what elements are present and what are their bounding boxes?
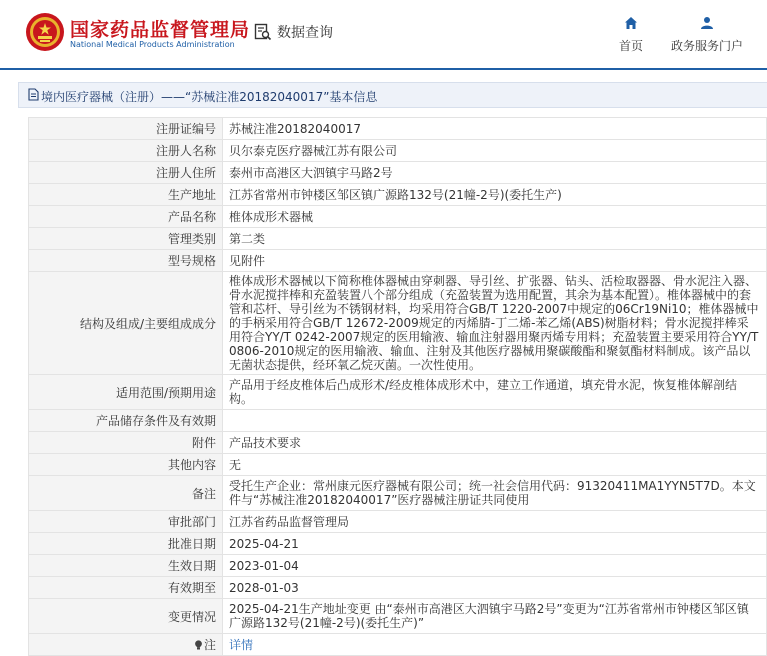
document-icon xyxy=(28,88,39,101)
row-value: 2025-04-21 xyxy=(223,533,767,555)
lightbulb-icon xyxy=(194,640,203,650)
row-label: 变更情况 xyxy=(29,599,223,634)
row-value xyxy=(223,410,767,432)
row-value: 2025-04-21生产地址变更 由“泰州市高港区大泗镇宇马路2号”变更为“江苏省常州市钟楼区邹区镇广源路132号(21幢-2号)(委托生产)” xyxy=(223,599,767,634)
user-icon xyxy=(700,16,714,30)
table-row xyxy=(29,250,767,272)
table-row xyxy=(29,555,767,577)
nav-gov-label: 政务服务门户 xyxy=(670,39,743,53)
row-label: 批准日期 xyxy=(29,533,223,555)
data-search-label: 数据查询 xyxy=(277,25,333,41)
row-label: 产品名称 xyxy=(29,206,223,228)
row-label: 管理类别 xyxy=(29,228,223,250)
table-row xyxy=(29,533,767,555)
table-row xyxy=(29,577,767,599)
row-label: 结构及组成/主要组成成分 xyxy=(29,272,223,375)
row-value: 贝尔泰克医疗器械江苏有限公司 xyxy=(223,140,767,162)
table-row xyxy=(29,599,767,634)
row-value: 无 xyxy=(223,454,767,476)
nav-home[interactable] xyxy=(591,16,671,54)
row-label: 备注 xyxy=(29,476,223,511)
table-row xyxy=(29,206,767,228)
nav-home-label: 首页 xyxy=(618,39,643,53)
site-title[interactable]: 国家药品监督管理局 xyxy=(70,19,251,41)
table-row xyxy=(29,410,767,432)
row-label: 产品储存条件及有效期 xyxy=(29,410,223,432)
row-label: 附件 xyxy=(29,432,223,454)
table-row xyxy=(29,476,767,511)
row-value: 椎体成形术器械 xyxy=(223,206,767,228)
table-row xyxy=(29,375,767,410)
table-row xyxy=(29,272,767,375)
row-value: 产品用于经皮椎体后凸成形术/经皮椎体成形术中，建立工作通道，填充骨水泥，恢复椎体解剖结构。 xyxy=(223,375,767,410)
home-icon xyxy=(624,16,638,30)
row-label: 有效期至 xyxy=(29,577,223,599)
row-value: 第二类 xyxy=(223,228,767,250)
row-label: 适用范围/预期用途 xyxy=(29,375,223,410)
row-label-note xyxy=(29,634,223,656)
table-row xyxy=(29,634,767,656)
table-row xyxy=(29,184,767,206)
row-label: 其他内容 xyxy=(29,454,223,476)
details-link[interactable]: 详情 xyxy=(229,637,254,652)
table-row xyxy=(29,432,767,454)
breadcrumb: 境内医疗器械（注册）——“苏械注准20182040017”基本信息 xyxy=(41,90,378,104)
table-row xyxy=(29,162,767,184)
row-value: 见附件 xyxy=(223,250,767,272)
row-label: 注册证编号 xyxy=(29,118,223,140)
row-value: 苏械注准20182040017 xyxy=(223,118,767,140)
data-search-link[interactable] xyxy=(254,22,333,42)
site-subtitle[interactable]: National Medical Products Administration xyxy=(70,40,235,49)
row-value: 江苏省常州市钟楼区邹区镇广源路132号(21幢-2号)(委托生产) xyxy=(223,184,767,206)
page-title-bar xyxy=(18,82,767,108)
nmpa-emblem-icon[interactable] xyxy=(25,12,65,52)
row-label: 注册人住所 xyxy=(29,162,223,184)
row-value xyxy=(223,634,767,656)
table-row xyxy=(29,118,767,140)
row-value: 江苏省药品监督管理局 xyxy=(223,511,767,533)
row-value: 2023-01-04 xyxy=(223,555,767,577)
site-header xyxy=(0,0,767,70)
row-label: 型号规格 xyxy=(29,250,223,272)
row-value: 2028-01-03 xyxy=(223,577,767,599)
table-row xyxy=(29,454,767,476)
table-row xyxy=(29,511,767,533)
row-label: 生效日期 xyxy=(29,555,223,577)
search-document-icon xyxy=(254,23,272,41)
note-label: 注 xyxy=(203,638,216,652)
row-value: 产品技术要求 xyxy=(223,432,767,454)
row-value: 受托生产企业：常州康元医疗器械有限公司；统一社会信用代码：91320411MA1YYN5T7D。本文件与“苏械注准20182040017”医疗器械注册证共同使用 xyxy=(223,476,767,511)
nav-gov-portal[interactable] xyxy=(667,16,747,54)
row-label: 注册人名称 xyxy=(29,140,223,162)
table-row xyxy=(29,140,767,162)
registration-info-table xyxy=(28,117,767,656)
row-label: 生产地址 xyxy=(29,184,223,206)
row-value: 椎体成形术器械以下简称椎体器械由穿刺器、导引丝、扩张器、钻头、活检取器器、骨水泥注入器、骨水泥搅拌棒和充盈装置八个部分组成（充盈装置为选用配置，其余为基本配置）。椎体器械中的套管和芯杆、导引丝为不锈钢材料，均采用符合GB/T 1220-2007中规定的06Cr19Ni10；椎体器械中的手柄采用符合GB/T 12672-2009规定的丙烯腈-丁二烯-苯乙烯(ABS)树脂材料；骨水泥搅拌棒采用符合YY/T 0242-2007规定的医用输液、输血注射器用聚丙烯专用料；充盈装置主要采用符合YY/T0806-2010规定的医用输液、输血、注射及其他医疗器械用聚碳酸酯和聚氨酯材料制成。该产品以无菌状态提供，经环氧乙烷灭菌。一次性使用。 xyxy=(223,272,767,375)
table-row xyxy=(29,228,767,250)
row-value: 泰州市高港区大泗镇宇马路2号 xyxy=(223,162,767,184)
row-label: 审批部门 xyxy=(29,511,223,533)
